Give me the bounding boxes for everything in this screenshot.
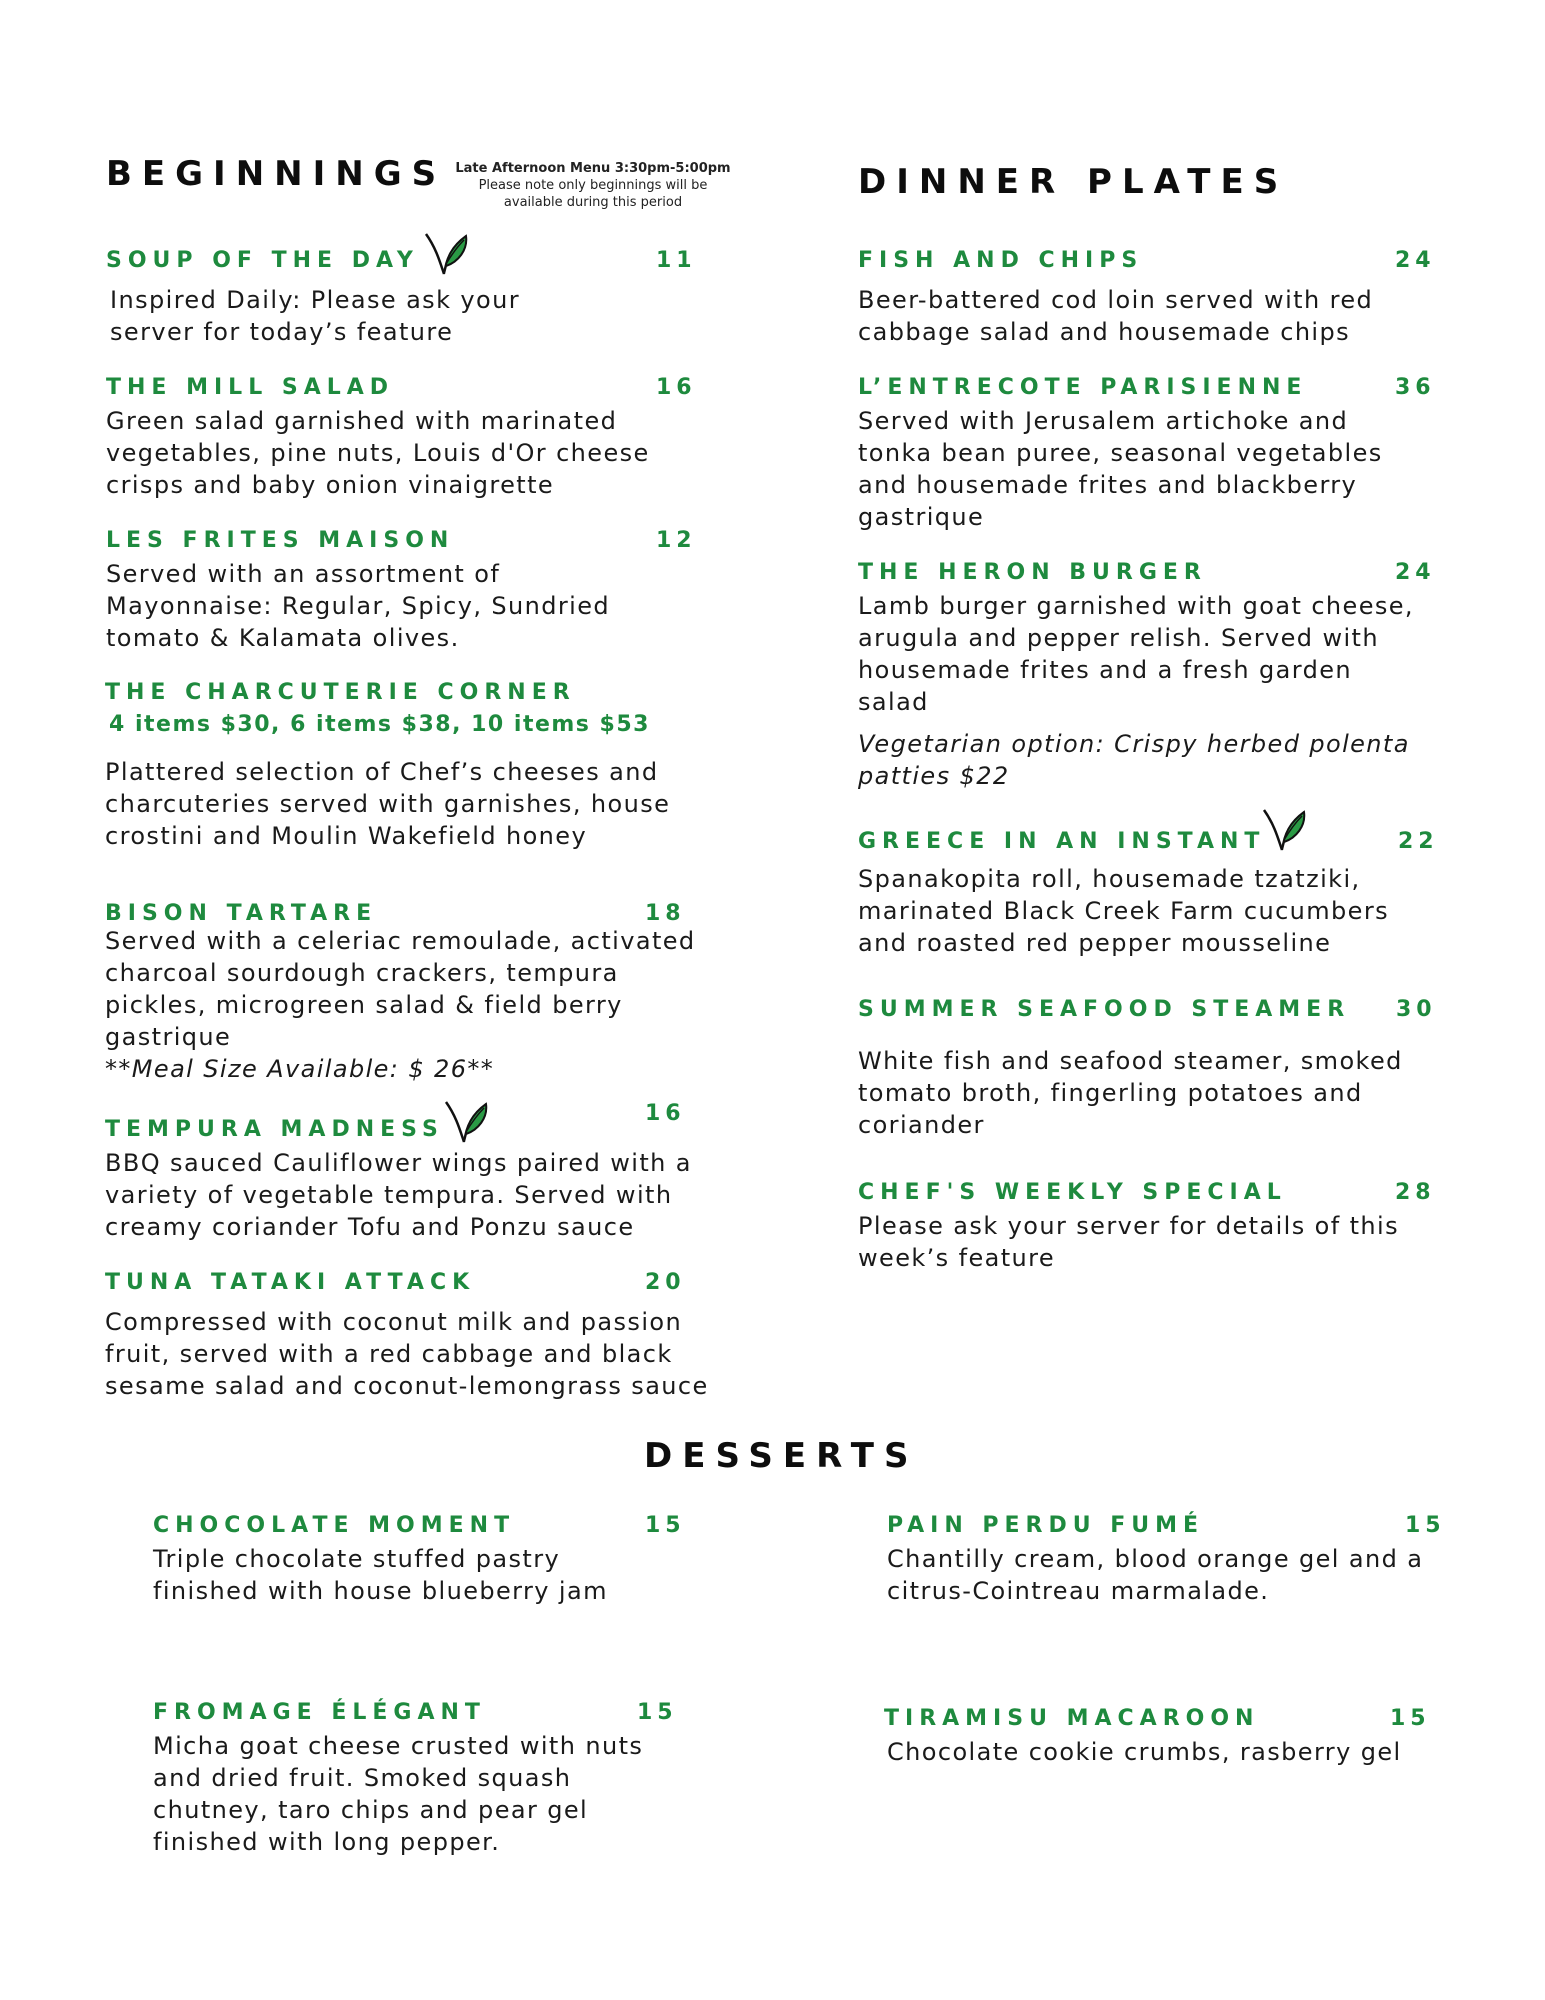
item-name: THE HERON BURGER (858, 560, 1207, 585)
item-price: 18 (645, 901, 686, 926)
item-name: TUNA TATAKI ATTACK (105, 1270, 476, 1295)
item-description: BBQ sauced Cauliflower wings paired with a variety of vegetable tempura. Served with creamy coriander Tofu and Ponzu sauce (105, 1149, 692, 1241)
leaf-icon (424, 228, 468, 276)
item-name: SUMMER SEAFOOD STEAMER (858, 997, 1351, 1022)
menu-item-heron-burger (858, 556, 1458, 792)
item-name: TIRAMISU MACAROON (884, 1706, 1260, 1731)
menu-item-mill-salad (106, 371, 706, 501)
dessert-chocolate-moment (153, 1509, 753, 1607)
leaf-icon (444, 1096, 488, 1144)
item-description: Plattered selection of Chef’s cheeses and charcuteries served with garnishes, house crostini and Moulin Wakefield honey (105, 758, 671, 850)
item-name: FROMAGE ÉLÉGANT (153, 1700, 486, 1725)
item-price: 15 (645, 1513, 686, 1538)
menu-item-weekly-special (858, 1176, 1458, 1274)
menu-item-tuna-tataki (105, 1266, 745, 1402)
item-name: LES FRITES MAISON (106, 528, 455, 553)
item-price: 30 (1396, 997, 1437, 1022)
item-price: 28 (1395, 1180, 1436, 1205)
menu-item-frites (106, 524, 706, 654)
item-name: THE MILL SALAD (106, 375, 395, 400)
item-price: 11 (656, 248, 697, 273)
item-name: THE CHARCUTERIE CORNER (105, 680, 576, 705)
item-name: BISON TARTARE (105, 901, 378, 926)
desserts-title: DESSERTS (644, 1436, 919, 1476)
item-price: 16 (645, 1101, 686, 1126)
item-description: Inspired Daily: Please ask your server for today’s feature (110, 286, 520, 346)
item-name: FISH AND CHIPS (858, 248, 1144, 273)
item-pricing-options: 4 items $30, 6 items $38, 10 items $53 (109, 712, 650, 737)
item-vegetarian-option: Vegetarian option: Crispy herbed polenta patties $22 (858, 730, 1410, 790)
item-description: Spanakopita roll, housemade tzatziki, marinated Black Creek Farm cucumbers and roasted red pepper mousseline (858, 865, 1390, 957)
item-name: CHEF'S WEEKLY SPECIAL (858, 1180, 1287, 1205)
item-price: 24 (1395, 248, 1436, 273)
item-price: 16 (656, 375, 697, 400)
menu-item-tempura (105, 1101, 745, 1243)
item-description: Served with an assortment of Mayonnaise: Regular, Spicy, Sundried tomato & Kalamata olives. (106, 560, 611, 652)
dessert-pain-perdu (887, 1509, 1487, 1607)
item-meal-size-note: **Meal Size Available: $ 26** (105, 1055, 495, 1083)
dinner-plates-title: DINNER PLATES (858, 162, 1289, 202)
beginnings-title: BEGINNINGS (106, 154, 447, 194)
item-name: CHOCOLATE MOMENT (153, 1513, 516, 1538)
item-price: 20 (645, 1270, 686, 1295)
item-description: Please ask your server for details of this week’s feature (858, 1212, 1400, 1272)
menu-item-entrecote (858, 371, 1458, 533)
item-name: L’ENTRECOTE PARISIENNE (858, 375, 1308, 400)
dessert-fromage-elegant (153, 1696, 753, 1858)
late-afternoon-note (448, 160, 738, 211)
item-price: 24 (1395, 560, 1436, 585)
item-price: 15 (1405, 1513, 1446, 1538)
leaf-icon (1262, 804, 1306, 852)
item-description: Triple chocolate stuffed pastry finished with house blueberry jam (153, 1545, 608, 1605)
menu-item-fish-and-chips (858, 244, 1458, 348)
menu-item-charcuterie (105, 676, 725, 852)
item-description: Compressed with coconut milk and passion fruit, served with a red cabbage and black sesame salad and coconut-lemongrass sauce (105, 1308, 709, 1400)
item-price: 15 (637, 1700, 678, 1725)
item-description: Chocolate cookie crumbs, rasberry gel (887, 1738, 1402, 1766)
item-description: Served with a celeriac remoulade, activated charcoal sourdough crackers, tempura pickles, microgreen salad & field berry gastrique (105, 927, 696, 1051)
item-description: Green salad garnished with marinated vegetables, pine nuts, Louis d'Or cheese crisps and baby onion vinaigrette (106, 407, 650, 499)
item-description: Beer-battered cod loin served with red cabbage salad and housemade chips (858, 286, 1374, 346)
note-line-2: Please note only beginnings will be available during this period (478, 178, 708, 210)
note-line-1: Late Afternoon Menu 3:30pm-5:00pm (455, 161, 731, 176)
item-price: 12 (656, 528, 697, 553)
menu-item-greece (858, 825, 1458, 959)
item-name: SOUP OF THE DAY (106, 248, 419, 273)
item-price: 36 (1395, 375, 1436, 400)
item-description: Chantilly cream, blood orange gel and a citrus-Cointreau marmalade. (887, 1545, 1424, 1605)
item-name: GREECE IN AN INSTANT (858, 829, 1266, 854)
menu-item-bison-tartare (105, 897, 745, 1085)
item-name: PAIN PERDU FUMÉ (887, 1513, 1205, 1538)
item-description: Served with Jerusalem artichoke and tonka bean puree, seasonal vegetables and housemade frites and blackberry gastrique (858, 407, 1383, 531)
menu-item-seafood-steamer (858, 993, 1458, 1141)
menu-item-soup (106, 244, 706, 348)
item-price: 15 (1390, 1706, 1431, 1731)
item-description: Lamb burger garnished with goat cheese, arugula and pepper relish. Served with housemade frites and a fresh garden salad (858, 592, 1414, 716)
item-name: TEMPURA MADNESS (105, 1117, 444, 1142)
dessert-tiramisu-macaroon (884, 1702, 1484, 1768)
item-price: 22 (1398, 829, 1439, 854)
item-description: Micha goat cheese crusted with nuts and dried fruit. Smoked squash chutney, taro chips and pear gel finished with long pepper. (153, 1732, 644, 1856)
item-description: White fish and seafood steamer, smoked tomato broth, fingerling potatoes and coriander (858, 1047, 1403, 1139)
